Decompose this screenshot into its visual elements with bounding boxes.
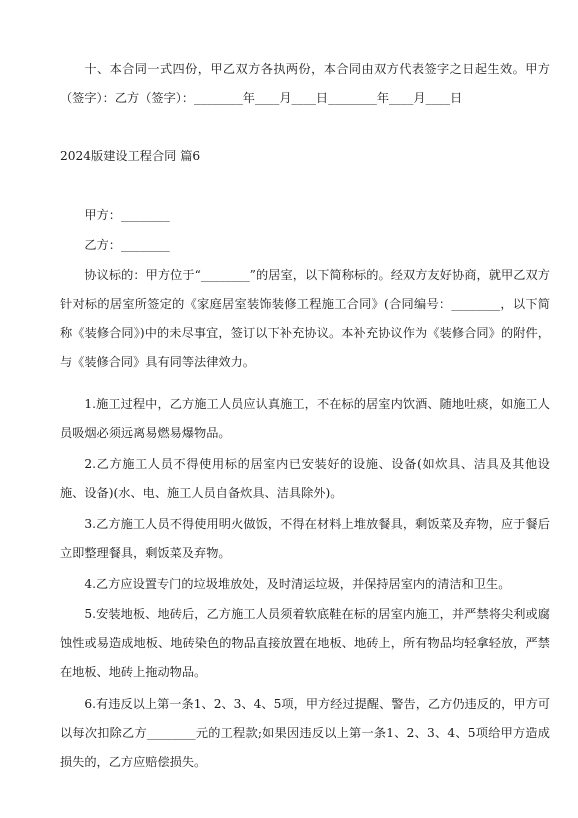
clause-item-5: 5.安装地板、地砖后，乙方施工人员须着软底鞋在标的居室内施工，并严禁将尖利或腐蚀性或易造成地板、地砖染色的物品直接放置在地板、地砖上，所有物品均轻拿轻放，严禁在地板、地砖上拖动物品。 — [60, 607, 550, 679]
clause-item-1: 1.施工过程中，乙方施工人员应认真施工，不在标的居室内饮酒、随地吐痰，如施工人员吸烟必须远离易燃易爆物品。 — [60, 397, 550, 440]
clause-item-3: 3.乙方施工人员不得使用明火做饭，不得在材料上堆放餐具，剩饭菜及弃物，应于餐后立即整理餐具，剩饭菜及弃物。 — [60, 517, 550, 560]
clause-item-4: 4.乙方应设置专门的垃圾堆放处，及时清运垃圾，并保持居室内的清洁和卫生。 — [84, 577, 511, 591]
clause-ten-signatures: 十、本合同一式四份，甲乙双方各执两份，本合同由双方代表签字之日起生效。甲方（签字）：乙方（签字）：________年____月____日________年____月____日 — [60, 62, 550, 105]
party-b-line: 乙方：________ — [84, 238, 170, 252]
party-a-line: 甲方：________ — [84, 208, 170, 222]
clause-item-2: 2.乙方施工人员不得使用标的居室内已安装好的设施、设备(如炊具、洁具及其他设施、设备)(水、电、施工人员自备炊具、洁具除外)。 — [60, 457, 550, 500]
document-heading: 2024版建设工程合同 篇6 — [60, 149, 201, 163]
clause-item-6: 6.有违反以上第一条1、2、3、4、5项，甲方经过提醒、警告，乙方仍违反的，甲方可以每次扣除乙方________元的工程款;如果因违反以上第一条1、2、3、4、5项给甲方造成损失的，乙方应赔偿损失。 — [60, 697, 550, 769]
agreement-intro: 协议标的：甲方位于“________”的居室，以下简称标的。经双方友好协商，就甲乙双方针对标的居室所签定的《家庭居室装饰装修工程施工合同》(合同编号：________，以下简称《装修合同》)中的未尽事宜，签订以下补充协议。本补充协议作为《装修合同》的附件，与《装修合同》具有同等法律效力。 — [60, 268, 550, 369]
